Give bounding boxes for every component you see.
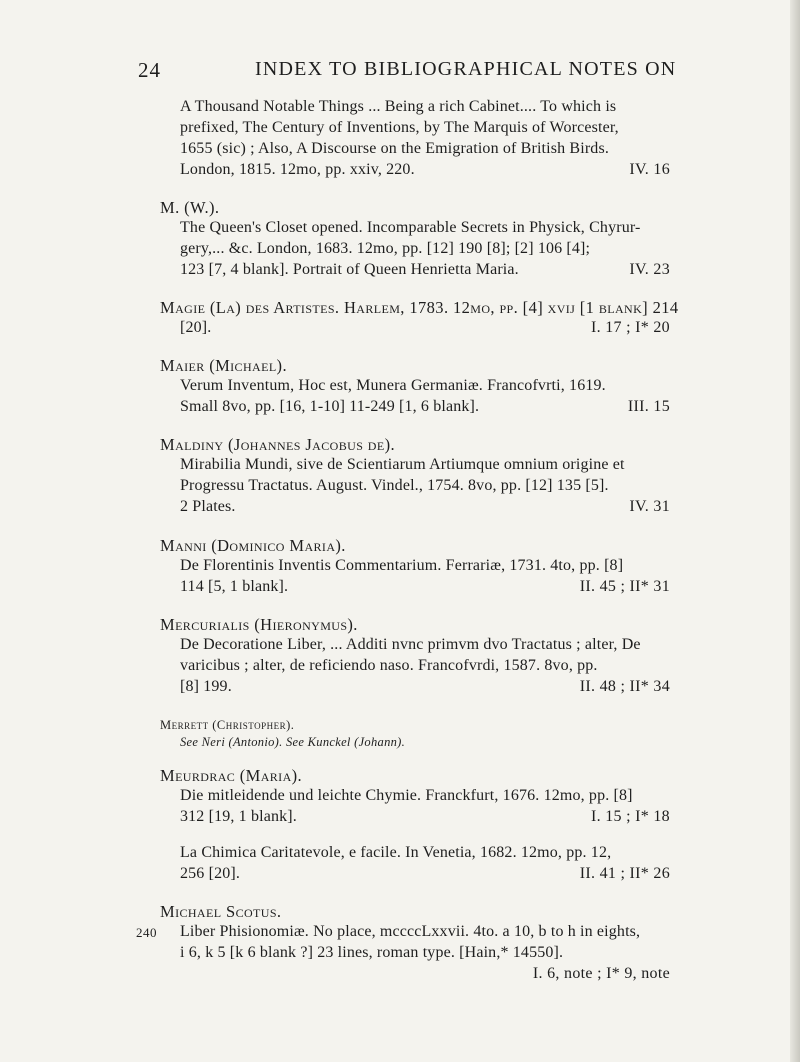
entry-line: varicibus ; alter, de reficiendo naso. Francofvrdi, 1587. 8vo, pp.: [180, 657, 598, 674]
entry-author: Maier (Michael).: [160, 356, 287, 375]
entry-line: The Queen's Closet opened. Incomparable Secrets in Physick, Chyrur-: [180, 219, 641, 236]
volume-reference: II. 48 ; II* 34: [579, 678, 670, 695]
entry-line: Liber Phisionomiæ. No place, mccccLxxvii. 4to. a 10, b to h in eights,: [180, 923, 641, 940]
volume-reference: I. 6, note ; I* 9, note: [532, 965, 670, 982]
entry-line: Small 8vo, pp. [16, 1-10] 11-249 [1, 6 blank].: [180, 398, 480, 415]
page-number: 24: [138, 58, 161, 82]
margin-number: 240: [136, 925, 157, 940]
entry-line: Progressu Tractatus. August. Vindel., 1754. 8vo, pp. [12] 135 [5].: [180, 477, 609, 494]
entry-line: 312 [19, 1 blank].: [180, 808, 297, 825]
entry-line: A Thousand Notable Things ... Being a rich Cabinet.... To which is: [180, 98, 617, 115]
volume-reference: IV. 31: [629, 498, 670, 515]
entry-author: Michael Scotus.: [160, 902, 282, 921]
entry-line: Verum Inventum, Hoc est, Munera Germaniæ. Francofvrti, 1619.: [180, 377, 606, 394]
entry-author: Meurdrac (Maria).: [160, 766, 303, 785]
entry-author: Magie (La) des Artistes. Harlem, 1783. 12mo, pp. [4] xvij [1 blank] 214: [160, 298, 679, 317]
entry-author: Merrett (Christopher).: [160, 718, 295, 732]
entry-line: [20].: [180, 319, 212, 336]
entry-line: gery,... &c. London, 1683. 12mo, pp. [12] 190 [8]; [2] 106 [4];: [180, 240, 591, 257]
volume-reference: I. 17 ; I* 20: [590, 319, 670, 336]
volume-reference: III. 15: [627, 398, 670, 415]
volume-reference: I. 15 ; I* 18: [590, 808, 670, 825]
entry-line: Mirabilia Mundi, sive de Scientiarum Artiumque omnium origine et: [180, 456, 625, 473]
entry-line: De Decoratione Liber, ... Additi nvnc primvm dvo Tractatus ; alter, De: [180, 636, 641, 653]
entry-author: Manni (Dominico Maria).: [160, 536, 346, 555]
entry-line: 123 [7, 4 blank]. Portrait of Queen Henrietta Maria.: [180, 261, 519, 278]
entry-author: Maldiny (Johannes Jacobus de).: [160, 435, 396, 454]
entry-line: London, 1815. 12mo, pp. xxiv, 220.: [180, 161, 415, 178]
cross-reference: See Neri (Antonio). See Kunckel (Johann).: [180, 735, 406, 749]
volume-reference: IV. 23: [629, 261, 670, 278]
entry-line: i 6, k 5 [k 6 blank ?] 23 lines, roman type. [Hain,* 14550].: [180, 944, 564, 961]
running-title: INDEX TO BIBLIOGRAPHICAL NOTES ON: [255, 58, 677, 80]
page-header: [0, 58, 800, 88]
page-edge-shadow: [790, 0, 800, 1062]
entry-line: 256 [20].: [180, 865, 241, 882]
entry-line: 2 Plates.: [180, 498, 236, 515]
volume-reference: II. 41 ; II* 26: [579, 865, 670, 882]
entry-line: 114 [5, 1 blank].: [180, 578, 289, 595]
volume-reference: IV. 16: [629, 161, 670, 178]
entry-author: M. (W.).: [160, 198, 220, 217]
entry-line: De Florentinis Inventis Commentarium. Ferrariæ, 1731. 4to, pp. [8]: [180, 557, 624, 574]
entry-line: La Chimica Caritatevole, e facile. In Venetia, 1682. 12mo, pp. 12,: [180, 844, 612, 861]
entry-line: [8] 199.: [180, 678, 232, 695]
entry-line: Die mitleidende und leichte Chymie. Franckfurt, 1676. 12mo, pp. [8]: [180, 787, 633, 804]
entry-line: 1655 (sic) ; Also, A Discourse on the Emigration of British Birds.: [180, 140, 609, 157]
entry-author: Mercurialis (Hieronymus).: [160, 615, 358, 634]
volume-reference: II. 45 ; II* 31: [579, 578, 670, 595]
entry-line: prefixed, The Century of Inventions, by The Marquis of Worcester,: [180, 119, 619, 136]
